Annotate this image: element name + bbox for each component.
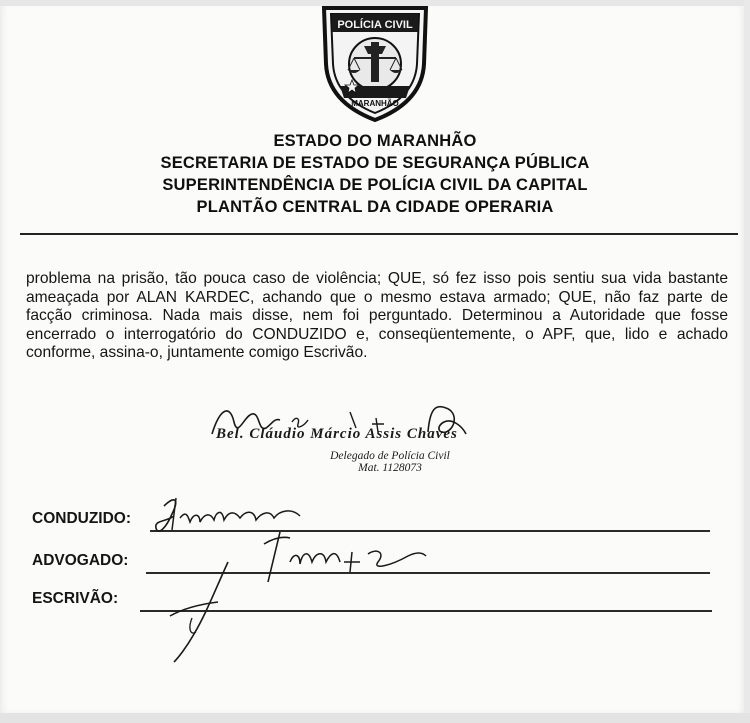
delegado-title: Delegado de Polícia Civil — [330, 450, 450, 462]
delegado-registration: Mat. 1128073 — [358, 462, 422, 474]
document-header — [0, 130, 750, 218]
advogado-handwritten-signature — [260, 522, 430, 592]
header-line-superintendencia: SUPERINTENDÊNCIA DE POLÍCIA CIVIL DA CAPITAL — [162, 176, 588, 194]
page-right-edge — [744, 0, 750, 723]
svg-text:MARANHÃO: MARANHÃO — [351, 99, 399, 108]
header-line-secretaria: SECRETARIA DE ESTADO DE SEGURANÇA PÚBLICA — [160, 154, 590, 172]
delegado-role — [270, 450, 510, 474]
conduzido-label: CONDUZIDO: — [32, 510, 132, 527]
seal-icon — [318, 2, 432, 124]
header-line-state: ESTADO DO MARANHÃO — [273, 132, 477, 150]
policia-civil-seal — [318, 2, 432, 124]
delegado-name: Bel. Cláudio Márcio Assis Chaves — [216, 426, 458, 442]
escrivao-handwritten-signature — [166, 558, 246, 668]
escrivao-label: ESCRIVÃO: — [32, 590, 119, 607]
header-line-plantao: PLANTÃO CENTRAL DA CIDADE OPERARIA — [196, 198, 554, 216]
svg-text:POLÍCIA CIVIL: POLÍCIA CIVIL — [337, 19, 413, 31]
page-bottom-edge — [0, 713, 750, 723]
delegado-signature-block — [200, 398, 540, 483]
header-divider — [20, 233, 738, 235]
interrogation-paragraph: problema na prisão, tão pouca caso de violência; QUE, só fez isso pois sentiu sua vida bastante ameaçada por ALAN KARDEC, achando que o mesmo estava armado; QUE, não faz parte de facção criminosa. Nada mais disse, nem foi perguntado. Determinou a Autoridade que fosse encerrado o interrogatório do CONDUZIDO e, conseqüentemente, o APF, que, lido e achado conforme, assina-o, juntamente comigo Escrivão. — [26, 270, 728, 361]
advogado-label: ADVOGADO: — [32, 552, 129, 569]
